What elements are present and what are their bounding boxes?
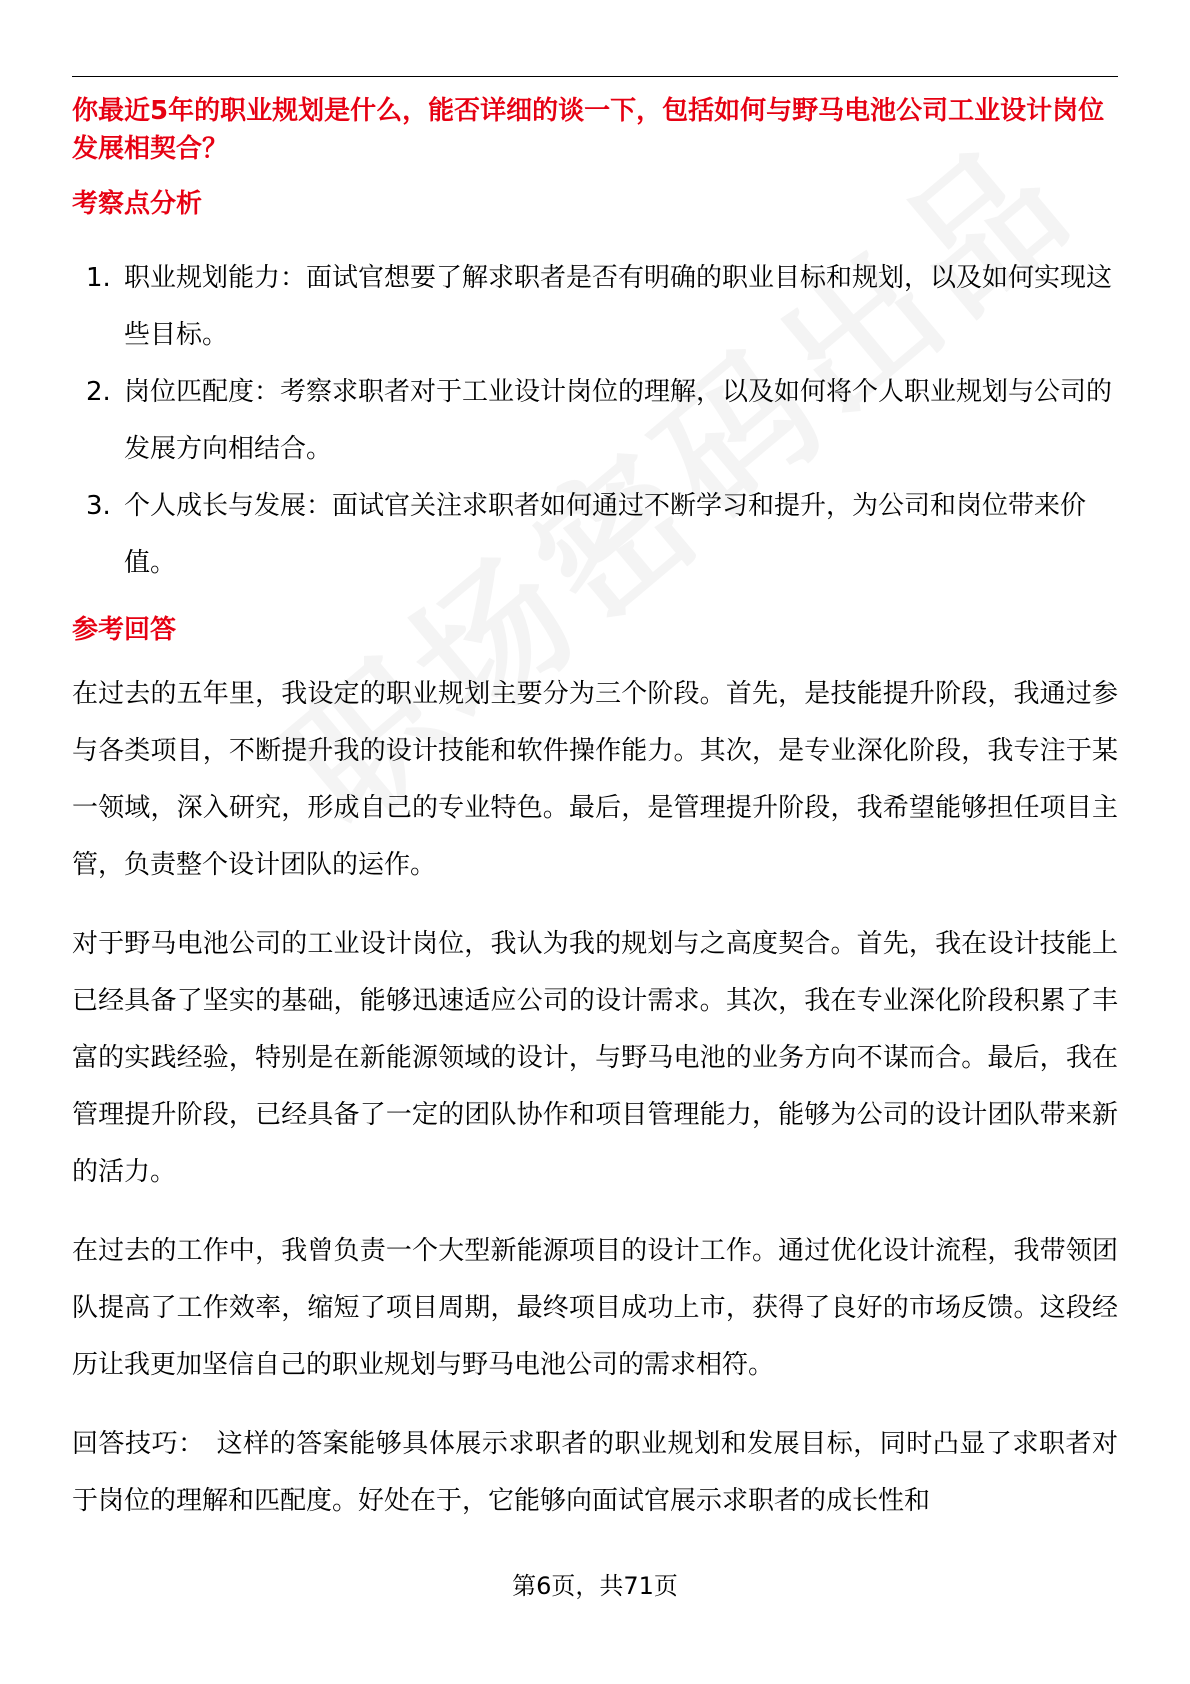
analysis-heading: 考察点分析 bbox=[72, 189, 203, 219]
answer-paragraph: 在过去的五年里，我设定的职业规划主要分为三个阶段。首先，是技能提升阶段，我通过参与各类项目，不断提升我的设计技能和软件操作能力。其次，是专业深化阶段，我专注于某一领域，深入研究，形成自己的专业特色。最后，是管理提升阶段，我希望能够担任项目主管，负责整个设计团队的运作。 bbox=[72, 679, 1118, 880]
answer-paragraph: 对于野马电池公司的工业设计岗位，我认为我的规划与之高度契合。首先，我在设计技能上已经具备了坚实的基础，能够迅速适应公司的设计需求。其次，我在专业深化阶段积累了丰富的实践经验，特别是在新能源领域的设计，与野马电池的业务方向不谋而合。最后，我在管理提升阶段，已经具备了一定的团队协作和项目管理能力，能够为公司的设计团队带来新的活力。 bbox=[72, 929, 1118, 1187]
question-title: 你最近5年的职业规划是什么，能否详细的谈一下，包括如何与野马电池公司工业设计岗位发展相契合？ bbox=[72, 96, 1105, 164]
list-item-text: 岗位匹配度：考察求职者对于工业设计岗位的理解，以及如何将个人职业规划与公司的发展方向相结合。 bbox=[124, 377, 1113, 464]
document-body bbox=[72, 92, 1118, 1530]
list-item-number: 1. bbox=[86, 263, 111, 293]
list-item-number: 2. bbox=[86, 377, 111, 407]
answer-paragraph: 在过去的工作中，我曾负责一个大型新能源项目的设计工作。通过优化设计流程，我带领团队提高了工作效率，缩短了项目周期，最终项目成功上市，获得了良好的市场反馈。这段经历让我更加坚信自己的职业规划与野马电池公司的需求相符。 bbox=[72, 1236, 1118, 1380]
page-number-footer: 第6页，共71页 bbox=[512, 1572, 678, 1600]
list-item-text: 职业规划能力：面试官想要了解求职者是否有明确的职业目标和规划，以及如何实现这些目标。 bbox=[124, 263, 1113, 350]
list-item bbox=[72, 250, 1118, 364]
list-item-number: 3. bbox=[86, 491, 111, 521]
top-divider bbox=[72, 76, 1118, 77]
tip-text: 这样的答案能够具体展示求职者的职业规划和发展目标，同时凸显了求职者对于岗位的理解和匹配度。好处在于，它能够向面试官展示求职者的成长性和 bbox=[72, 1429, 1118, 1516]
tip-label: 回答技巧： bbox=[72, 1429, 205, 1459]
list-item bbox=[72, 478, 1118, 592]
analysis-points-list bbox=[72, 250, 1118, 592]
list-item bbox=[72, 364, 1118, 478]
answer-tip bbox=[72, 1416, 1118, 1530]
list-item-text: 个人成长与发展：面试官关注求职者如何通过不断学习和提升，为公司和岗位带来价值。 bbox=[124, 491, 1087, 578]
answer-heading: 参考回答 bbox=[72, 615, 177, 645]
